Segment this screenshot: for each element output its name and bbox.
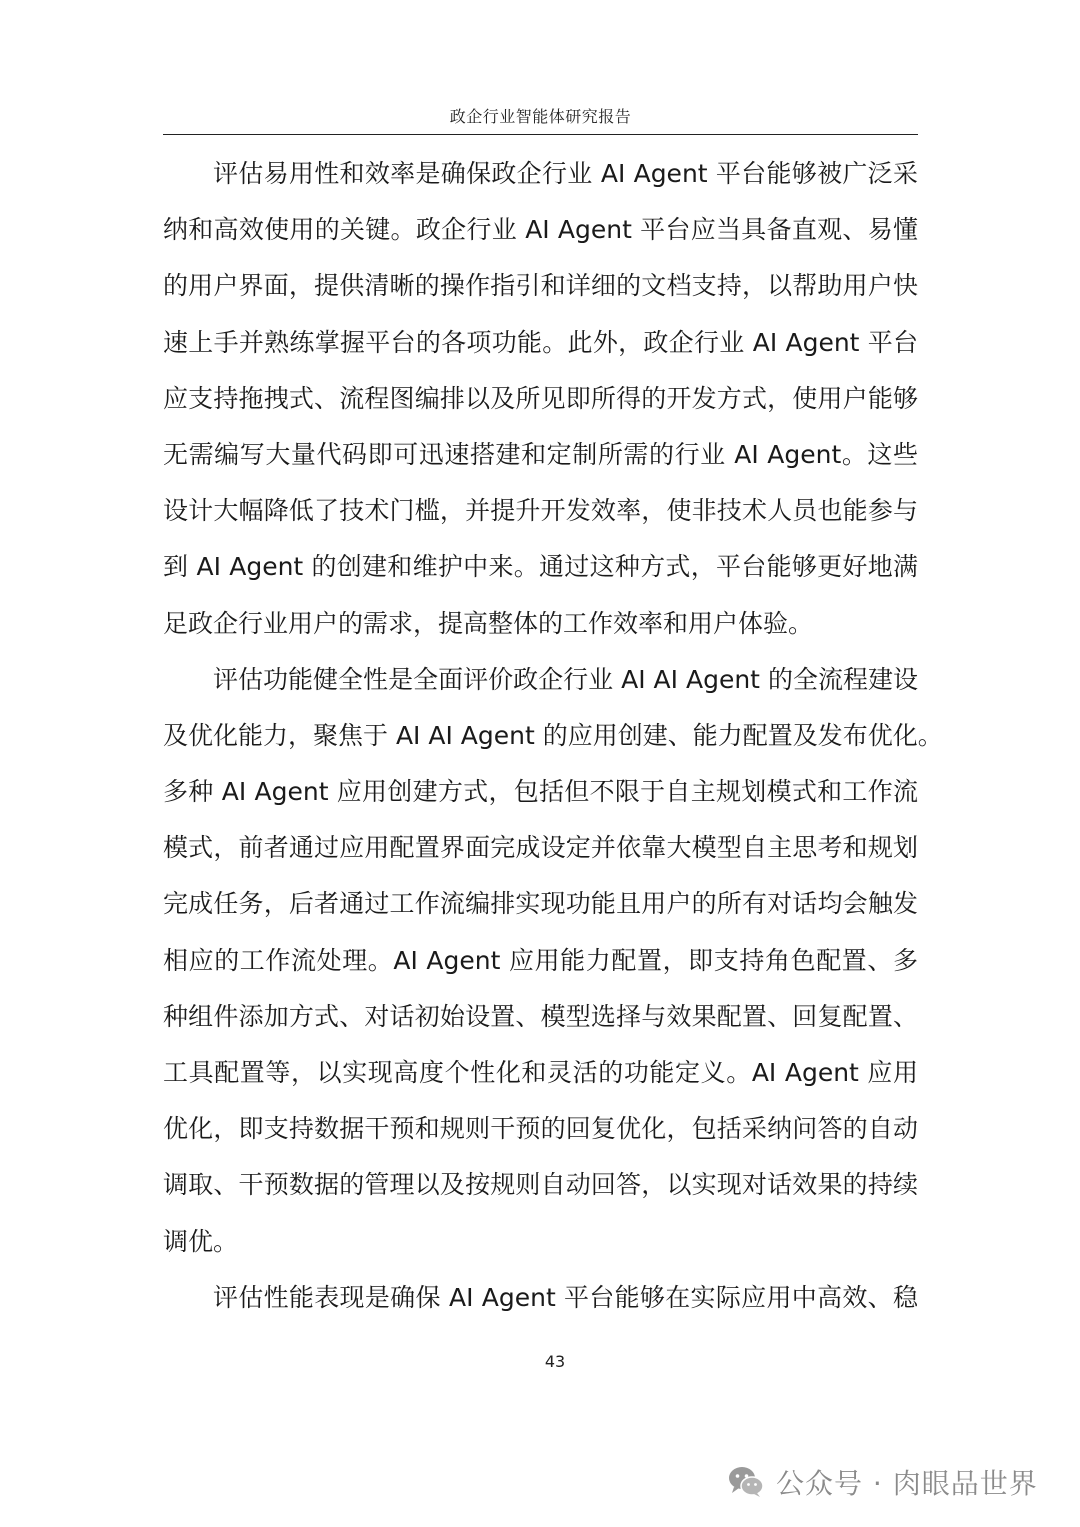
page-number: 43 [544, 1352, 566, 1371]
running-header: 政企行业智能体研究报告 [449, 107, 632, 126]
line-text: 速上手并熟练掌握平台的各项功能。此外，政企行业 AI Agent 平台 [163, 327, 918, 357]
paragraph-line [163, 539, 918, 595]
paragraph-line [163, 876, 918, 932]
line-text: 纳和高效使用的关键。政企行业 AI Agent 平台应当具备直观、易懂 [163, 215, 918, 245]
body-text [163, 146, 943, 1326]
paragraph-line [163, 1214, 918, 1270]
paragraph-line [163, 989, 918, 1045]
line-text: 及优化能力，聚焦于 AI AI Agent 的应用创建、能力配置及发布优化。 [163, 720, 943, 750]
paragraph-line [163, 1101, 918, 1157]
line-text: 评估易用性和效率是确保政企行业 AI Agent 平台能够被广泛采 [213, 159, 918, 188]
line-text: 调取、干预数据的管理以及按规则自动回答，以实现对话效果的持续 [163, 1170, 918, 1200]
paragraph-line [163, 764, 918, 820]
paragraph-line [163, 371, 918, 427]
watermark [726, 1456, 1038, 1508]
line-text: 足政企行业用户的需求，提高整体的工作效率和用户体验。 [163, 608, 814, 638]
paragraph-line [163, 427, 918, 483]
line-text: 多种 AI Agent 应用创建方式，包括但不限于自主规划模式和工作流 [163, 777, 918, 807]
paragraph-line [163, 596, 918, 652]
line-text: 到 AI Agent 的创建和维护中来。通过这种方式，平台能够更好地满 [163, 552, 918, 582]
line-text: 应支持拖拽式、流程图编排以及所见即所得的开发方式，使用户能够 [163, 383, 918, 413]
paragraph-line [163, 652, 918, 708]
wechat-icon [726, 1462, 766, 1502]
paragraph-line [163, 1270, 918, 1326]
line-text: 设计大幅降低了技术门槛，并提升开发效率，使非技术人员也能参与 [163, 496, 918, 526]
line-text: 无需编写大量代码即可迅速搭建和定制所需的行业 AI Agent。这些 [163, 439, 918, 469]
line-text: 调优。 [163, 1226, 239, 1256]
paragraph-line [163, 315, 918, 371]
paragraph-line [163, 933, 918, 989]
paragraph-line [163, 146, 918, 202]
header-divider [163, 134, 918, 135]
paragraph-line [163, 1045, 918, 1101]
paragraph-line [163, 258, 918, 314]
line-text: 评估性能表现是确保 AI Agent 平台能够在实际应用中高效、稳 [213, 1282, 918, 1312]
line-text: 相应的工作流处理。AI Agent 应用能力配置，即支持角色配置、多 [163, 945, 918, 975]
watermark-text: 公众号 · 肉眼品世界 [776, 1467, 1038, 1500]
line-text: 评估功能健全性是全面评价政企行业 AI AI Agent 的全流程建设 [213, 664, 918, 694]
line-text: 优化，即支持数据干预和规则干预的回复优化，包括采纳问答的自动 [163, 1114, 918, 1144]
paragraph-line [163, 820, 918, 876]
line-text: 种组件添加方式、对话初始设置、模型选择与效果配置、回复配置、 [163, 1001, 918, 1031]
line-text: 的用户界面，提供清晰的操作指引和详细的文档支持，以帮助用户快 [163, 271, 918, 301]
paragraph-line [163, 483, 918, 539]
line-text: 模式，前者通过应用配置界面完成设定并依靠大模型自主思考和规划 [163, 833, 918, 863]
paragraph-line [163, 1157, 918, 1213]
paragraph-line [163, 202, 918, 258]
paragraph-line [163, 708, 943, 764]
line-text: 完成任务，后者通过工作流编排实现功能且用户的所有对话均会触发 [163, 889, 918, 919]
line-text: 工具配置等，以实现高度个性化和灵活的功能定义。AI Agent 应用 [163, 1058, 918, 1087]
